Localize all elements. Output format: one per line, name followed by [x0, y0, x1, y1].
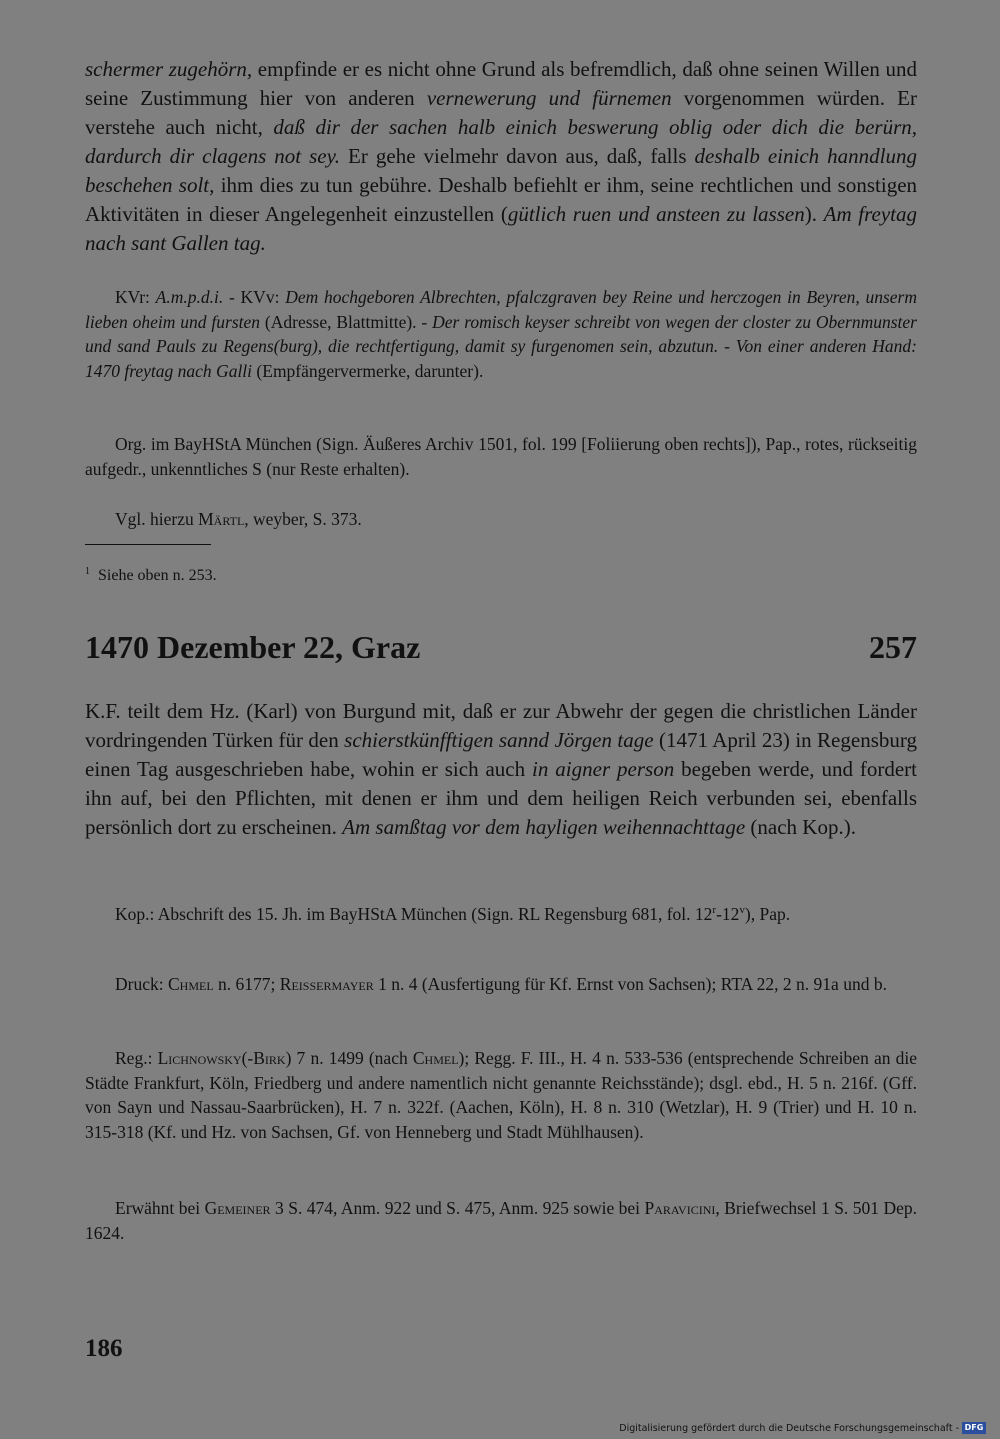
text-run: Vgl. hierzu [115, 509, 199, 529]
italic-quote: vernewerung und fürnemen [426, 86, 672, 110]
italic-quote: gütlich ruen und ansteen zu lassen [507, 202, 805, 226]
regest-paragraph [85, 697, 917, 842]
italic-quote: in aigner person [532, 757, 675, 781]
text-run: 3 S. 474, Anm. 922 und S. 475, Anm. 925 sowie bei [270, 1198, 645, 1218]
footnote-text: Siehe oben n. 253. [98, 567, 217, 584]
text-run: ), Pap. [744, 904, 791, 924]
italic-quote: deshalb einich hanndlung beschehen solt, [85, 144, 917, 197]
italic-date: Am samßtag vor dem hayligen weihennachttage [342, 815, 746, 839]
italic-quote: daß dir der sachen halb einich beswerung oblig oder dich die berürn, dardurch dir clagens not sey. [85, 115, 918, 168]
text-run: n. 6177; [213, 974, 280, 994]
text-run: Reg.: [115, 1048, 158, 1068]
text-run: (nach Kop.). [745, 815, 856, 839]
text-run: - KVv: [223, 287, 286, 307]
text-run: vorgenommen würden. Er verstehe auch nicht, [85, 86, 917, 139]
italic-quote: Der romisch keyser schreibt von wegen der closter zu Obernmunster und sand Pauls zu Regens(burg), die rechtfertigung, damit sy furgenomen sein, abzutun. - Von einer anderen Hand: 1470 freytag nach Galli [85, 311, 917, 381]
footnote-divider [85, 544, 211, 545]
footnote [85, 561, 217, 587]
mention-note [85, 1196, 917, 1245]
italic-date: Am freytag nach sant Gallen tag. [85, 202, 917, 255]
recto-mark: r [712, 904, 717, 916]
text-run: ); Regg. F. III., H. 4 n. 533-536 (entsprechende Schreiben an die Städte Frankfurt, Köln, Friedberg und andere namentlich nicht genannte Reichsstände); dsgl. ebd., H. 5 n. 216f. (Gff. von Sayn und Nassau-Saarbrücken), H. 7 n. 322f. (Aachen, Köln), H. 8 n. 310 (Wetzlar), H. 9 (Trier) und H. 10 n. 315-318 (Kf. und Hz. von Sachsen, Gf. von Henneberg und Stadt Mühlhausen). [85, 1048, 917, 1142]
endorsement-note [85, 285, 917, 383]
document-heading [85, 628, 917, 666]
verso-mark: v [739, 904, 745, 916]
text-run: K.F. teilt dem Hz. (Karl) von Burgund mit, daß er zur Abwehr der gegen die christlichen Länder vordringenden Türken für den [85, 699, 917, 752]
text-run: ihm dies zu tun gebühre. Deshalb befiehlt er ihm, seine rechtlichen und sonstigen Aktivitäten in dieser Angelegenheit einzustellen ( [85, 173, 918, 226]
author-name: Lichnowsky(-Birk) [157, 1048, 292, 1068]
text-run: ). [804, 202, 824, 226]
print-note [85, 972, 917, 997]
reference-note [85, 507, 917, 532]
author-name: Gemeiner [204, 1198, 271, 1218]
author-name: Reissermayer [279, 974, 374, 994]
text-run: Druck: [115, 974, 168, 994]
author-name: Chmel [167, 974, 214, 994]
text-run: Er gehe vielmehr davon aus, daß, falls [340, 144, 695, 168]
text-run: (Adresse, Blattmitte). - [260, 311, 433, 332]
text-run: 1 n. 4 (Ausfertigung für Kf. Ernst von Sachsen); RTA 22, 2 n. 91a und b. [373, 974, 887, 994]
text-run: (Empfängervermerke, darunter). [252, 360, 484, 381]
original-source-note: Org. im BayHStA München (Sign. Äußeres Archiv 1501, fol. 199 [Foliierung oben rechts]), Pap., rotes, rückseitig aufgedr., unkenntliches S (nur Reste erhalten). [85, 434, 917, 479]
page-number: 186 [85, 1335, 123, 1362]
letter-summary-paragraph [85, 55, 917, 258]
dfg-logo-icon: DFG [962, 1422, 986, 1434]
heading-date-place: 1470 Dezember 22, Graz [85, 629, 421, 665]
author-name: Märtl [198, 509, 245, 529]
document-number: 257 [869, 629, 917, 665]
text-run: , weyber, S. 373. [244, 509, 362, 529]
text-run: KVr: [115, 287, 156, 307]
italic-quote: schermer zugehörn, [85, 57, 253, 81]
italic-quote: A.m.p.d.i. [155, 287, 224, 307]
text-run: empfinde er es nicht ohne Grund als befremdlich, daß ohne seinen Willen und seine Zustimmung hier von anderen [85, 57, 918, 110]
text-run: -12 [716, 904, 740, 924]
footnote-mark: 1 [85, 566, 90, 577]
italic-quote: Dem hochgeboren Albrechten, pfalczgraven bey Reine und herczogen in Beyren, unserm lieben oheim und fursten [85, 287, 917, 332]
text-run: Erwähnt bei [115, 1198, 205, 1218]
copy-source-note [85, 898, 917, 927]
text-run: begeben werde, und fordert ihn auf, bei den Pflichten, mit denen er ihm und dem heiligen Reich verbunden sei, ebenfalls persönlich dort zu erscheinen. [85, 757, 918, 839]
italic-quote: schierstkünfftigen sannd Jörgen tage [344, 728, 654, 752]
text-run: Kop.: Abschrift des 15. Jh. im BayHStA München (Sign. RL Regensburg 681, fol. 12 [115, 904, 713, 924]
text-run: , Briefwechsel 1 S. 501 Dep. 1624. [85, 1198, 917, 1243]
footer-text: Digitalisierung gefördert durch die Deutsche Forschungsgemeinschaft - [619, 1422, 959, 1434]
author-name: Chmel [412, 1048, 459, 1068]
text-run: (1471 April 23) in Regensburg einen Tag ausgeschrieben habe, wohin er sich auch [85, 728, 917, 781]
regesta-note [85, 1046, 917, 1144]
funding-footer [619, 1422, 986, 1434]
text-run: 7 n. 1499 (nach [291, 1048, 413, 1068]
author-name: Paravicini [644, 1198, 716, 1218]
